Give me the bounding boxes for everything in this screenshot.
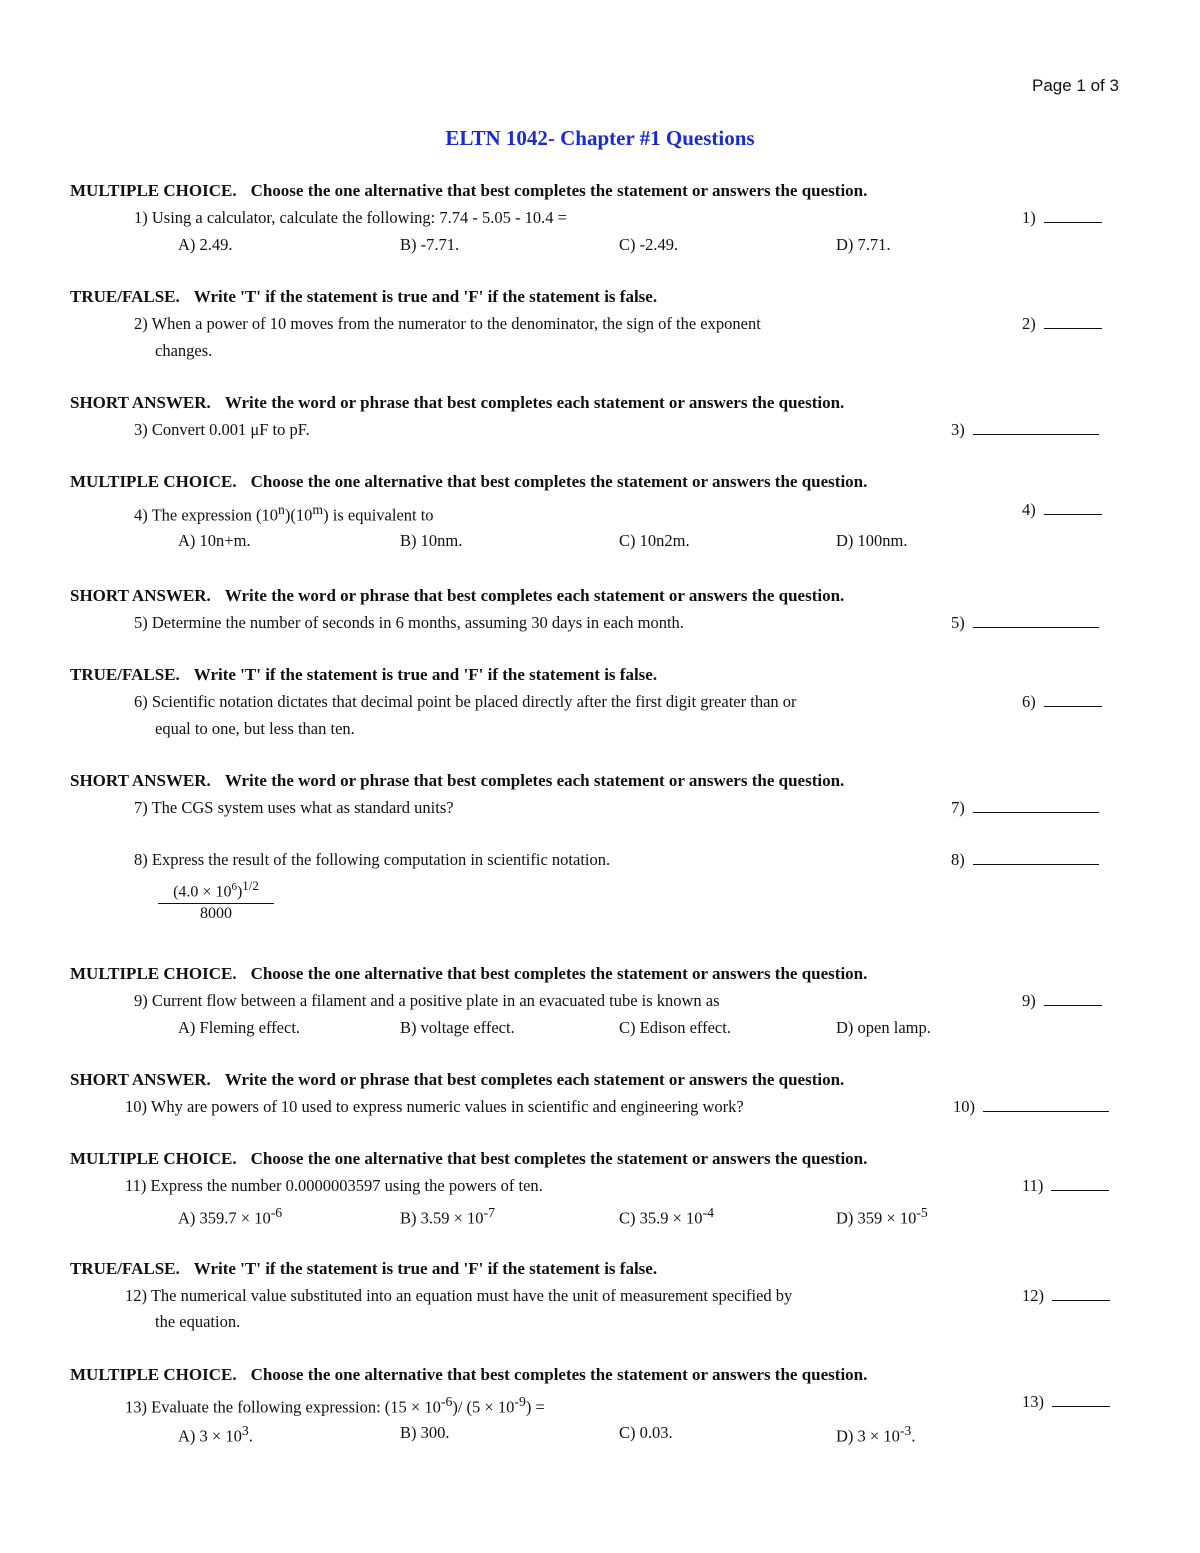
option-a xyxy=(178,1205,282,1229)
section-kind: MULTIPLE CHOICE. xyxy=(70,1365,237,1384)
answer-blank[interactable] xyxy=(1044,991,1102,1006)
section-header-tf xyxy=(70,1259,657,1279)
section-instruction: Choose the one alternative that best completes the statement or answers the question. xyxy=(250,1149,868,1168)
section-kind: MULTIPLE CHOICE. xyxy=(70,181,237,200)
exponent: -6 xyxy=(440,1394,453,1409)
expr-part: 4) The expression (10 xyxy=(134,505,279,525)
section-kind: TRUE/FALSE. xyxy=(70,1259,180,1278)
answer-blank[interactable] xyxy=(973,850,1099,865)
option-label: D) 359 × 10 xyxy=(836,1208,917,1228)
section-header-tf xyxy=(70,287,657,307)
page-number: Page 1 of 3 xyxy=(1032,76,1119,95)
exponent: -7 xyxy=(483,1205,496,1220)
option-label: C) 35.9 × 10 xyxy=(619,1208,703,1228)
option-label: A) 359.7 × 10 xyxy=(178,1208,271,1228)
answer-number: 11) xyxy=(1022,1176,1044,1195)
answer-4 xyxy=(1022,500,1102,520)
exponent: 3 xyxy=(241,1423,249,1438)
expr-part: 13) Evaluate the following expression: (15 × 10 xyxy=(125,1397,441,1417)
section-instruction: Write the word or phrase that best completes each statement or answers the question. xyxy=(224,771,845,790)
option-d xyxy=(836,1205,928,1229)
question-7-text: 7) The CGS system uses what as standard units? xyxy=(134,798,454,817)
section-instruction: Choose the one alternative that best completes the statement or answers the question. xyxy=(250,472,868,491)
option-c: C) -2.49. xyxy=(619,235,679,254)
answer-5 xyxy=(951,613,1099,633)
question-1-text: 1) Using a calculator, calculate the following: 7.74 - 5.05 - 10.4 = xyxy=(134,208,567,227)
question-11-text: 11) Express the number 0.0000003597 using the powers of ten. xyxy=(125,1176,543,1195)
answer-blank[interactable] xyxy=(973,420,1099,435)
answer-blank[interactable] xyxy=(1051,1176,1109,1191)
section-header-mc xyxy=(70,472,867,492)
answer-blank[interactable] xyxy=(1044,208,1102,223)
section-kind: MULTIPLE CHOICE. xyxy=(70,1149,237,1168)
option-label: B) 3.59 × 10 xyxy=(400,1208,484,1228)
fraction-numerator xyxy=(158,878,274,904)
section-instruction: Choose the one alternative that best completes the statement or answers the question. xyxy=(250,964,868,983)
question-2-line1: 2) When a power of 10 moves from the numerator to the denominator, the sign of the exponent xyxy=(134,314,761,333)
section-header-mc xyxy=(70,1149,867,1169)
answer-2 xyxy=(1022,314,1102,334)
option-a: A) Fleming effect. xyxy=(178,1018,301,1037)
exponent: m xyxy=(312,502,324,517)
option-tail: . xyxy=(248,1426,253,1446)
answer-number: 1) xyxy=(1022,208,1036,227)
option-c xyxy=(619,1423,673,1443)
option-b: B) 10nm. xyxy=(400,531,463,550)
numerator-base: (4.0 × 10 xyxy=(173,883,232,901)
question-6-line2: equal to one, but less than ten. xyxy=(155,719,355,738)
section-header-sa xyxy=(70,586,844,606)
question-10-text: 10) Why are powers of 10 used to express numeric values in scientific and engineering work? xyxy=(125,1097,744,1116)
answer-blank[interactable] xyxy=(1052,1286,1110,1301)
section-instruction: Write the word or phrase that best completes each statement or answers the question. xyxy=(224,393,845,412)
page-title: ELTN 1042- Chapter #1 Questions xyxy=(445,126,755,150)
question-5-text: 5) Determine the number of seconds in 6 months, assuming 30 days in each month. xyxy=(134,613,684,632)
answer-7 xyxy=(951,798,1099,818)
answer-blank[interactable] xyxy=(973,613,1099,628)
section-kind: TRUE/FALSE. xyxy=(70,665,180,684)
option-a xyxy=(178,1423,253,1447)
answer-number: 8) xyxy=(951,850,965,869)
answer-number: 10) xyxy=(953,1097,975,1116)
section-instruction: Choose the one alternative that best completes the statement or answers the question. xyxy=(250,181,868,200)
exponent: -6 xyxy=(270,1205,283,1220)
section-kind: SHORT ANSWER. xyxy=(70,393,211,412)
exponent: -9 xyxy=(514,1394,526,1409)
section-header-mc xyxy=(70,1365,867,1385)
option-tail: . xyxy=(911,1426,916,1446)
section-kind: SHORT ANSWER. xyxy=(70,771,211,790)
answer-number: 5) xyxy=(951,613,965,632)
question-8-text: 8) Express the result of the following computation in scientific notation. xyxy=(134,850,611,869)
section-header-mc xyxy=(70,181,867,201)
option-d: D) 7.71. xyxy=(836,235,891,254)
section-kind: SHORT ANSWER. xyxy=(70,1070,211,1089)
answer-6 xyxy=(1022,692,1102,712)
option-c: C) Edison effect. xyxy=(619,1018,731,1037)
section-kind: SHORT ANSWER. xyxy=(70,586,211,605)
option-b xyxy=(400,1205,495,1229)
section-kind: MULTIPLE CHOICE. xyxy=(70,472,237,491)
expr-part: ) = xyxy=(525,1397,545,1417)
answer-number: 4) xyxy=(1022,500,1036,519)
answer-blank[interactable] xyxy=(1052,1392,1110,1407)
option-a: A) 10n+m. xyxy=(178,531,251,550)
option-d: D) open lamp. xyxy=(836,1018,931,1037)
section-instruction: Write the word or phrase that best completes each statement or answers the question. xyxy=(224,1070,845,1089)
question-3-text: 3) Convert 0.001 μF to pF. xyxy=(134,420,310,439)
numerator-close: ) xyxy=(236,883,243,901)
option-label: C) 0.03. xyxy=(619,1423,673,1442)
section-instruction: Choose the one alternative that best completes the statement or answers the question. xyxy=(250,1365,868,1384)
section-kind: TRUE/FALSE. xyxy=(70,287,180,306)
exponent: -4 xyxy=(702,1205,715,1220)
answer-blank[interactable] xyxy=(1044,314,1102,329)
answer-10 xyxy=(953,1097,1109,1117)
answer-12 xyxy=(1022,1286,1110,1306)
fraction-denominator: 8000 xyxy=(200,905,232,923)
answer-number: 7) xyxy=(951,798,965,817)
fraction-expression xyxy=(158,878,274,923)
exponent: -3 xyxy=(899,1423,912,1438)
answer-8 xyxy=(951,850,1099,870)
option-label: B) 300. xyxy=(400,1423,450,1442)
answer-number: 6) xyxy=(1022,692,1036,711)
section-instruction: Write 'T' if the statement is true and 'F' if the statement is false. xyxy=(193,665,658,684)
answer-number: 12) xyxy=(1022,1286,1044,1305)
option-d: D) 100nm. xyxy=(836,531,908,550)
question-12-line1: 12) The numerical value substituted into an equation must have the unit of measurement specified by xyxy=(125,1286,793,1305)
expr-part: ) is equivalent to xyxy=(323,505,434,525)
expr-part: )(10 xyxy=(284,505,313,525)
answer-blank[interactable] xyxy=(983,1097,1109,1112)
question-2-line2: changes. xyxy=(155,341,213,360)
section-header-sa xyxy=(70,771,844,791)
question-9-text: 9) Current flow between a filament and a positive plate in an evacuated tube is known as xyxy=(134,991,720,1010)
section-instruction: Write 'T' if the statement is true and 'F' if the statement is false. xyxy=(193,1259,658,1278)
section-instruction: Write 'T' if the statement is true and 'F' if the statement is false. xyxy=(193,287,658,306)
answer-number: 3) xyxy=(951,420,965,439)
option-b xyxy=(400,1423,450,1443)
section-header-tf xyxy=(70,665,657,685)
section-header-sa xyxy=(70,1070,844,1090)
exponent: n xyxy=(278,502,285,517)
answer-number: 2) xyxy=(1022,314,1036,333)
question-4-text xyxy=(134,502,434,526)
option-b: B) -7.71. xyxy=(400,235,460,254)
answer-blank[interactable] xyxy=(1044,500,1102,515)
answer-number: 13) xyxy=(1022,1392,1044,1411)
answer-9 xyxy=(1022,991,1102,1011)
numerator-exponent: 6 xyxy=(231,881,237,893)
option-a: A) 2.49. xyxy=(178,235,233,254)
section-instruction: Write the word or phrase that best completes each statement or answers the question. xyxy=(224,586,845,605)
question-12-line2: the equation. xyxy=(155,1312,241,1331)
answer-13 xyxy=(1022,1392,1110,1412)
section-kind: MULTIPLE CHOICE. xyxy=(70,964,237,983)
option-d xyxy=(836,1423,915,1447)
answer-3 xyxy=(951,420,1099,440)
answer-number: 9) xyxy=(1022,991,1036,1010)
option-c xyxy=(619,1205,714,1229)
option-b: B) voltage effect. xyxy=(400,1018,515,1037)
numerator-power: 1/2 xyxy=(242,878,259,893)
section-header-mc xyxy=(70,964,867,984)
expr-part: )/ (5 × 10 xyxy=(452,1397,515,1417)
exponent: -5 xyxy=(916,1205,928,1220)
option-label: D) 3 × 10 xyxy=(836,1426,900,1446)
option-c: C) 10n2m. xyxy=(619,531,690,550)
section-header-sa xyxy=(70,393,844,413)
answer-1 xyxy=(1022,208,1102,228)
answer-blank[interactable] xyxy=(973,798,1099,813)
question-6-line1: 6) Scientific notation dictates that decimal point be placed directly after the first digit greater than or xyxy=(134,692,797,711)
option-label: A) 3 × 10 xyxy=(178,1426,242,1446)
answer-11 xyxy=(1022,1176,1109,1196)
answer-blank[interactable] xyxy=(1044,692,1102,707)
question-13-text xyxy=(125,1394,545,1418)
